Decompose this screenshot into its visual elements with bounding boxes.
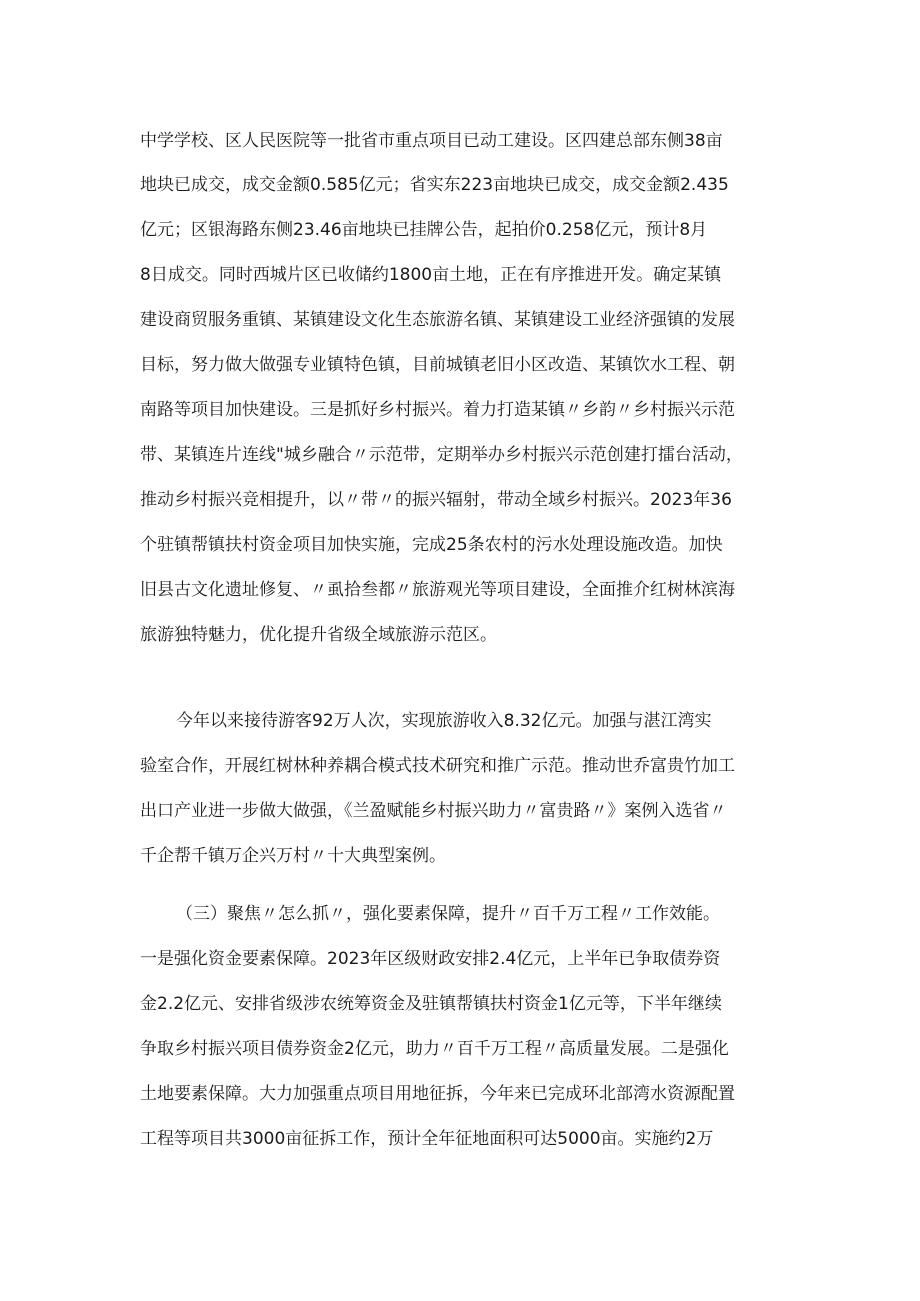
- paragraph-line: 工程等项目共3000亩征拆工作，预计全年征地面积可达5000亩。实施约2万: [140, 1129, 714, 1149]
- paragraph-line: 带、某镇连片连线"城乡融合〃示范带，定期举办乡村振兴示范创建打擂台活动，: [140, 445, 743, 465]
- paragraph-line: 验室合作，开展红树林种养耦合模式技术研究和推广示范。推动世乔富贵竹加工: [140, 756, 735, 776]
- paragraph-line: 旧县古文化遗址修复、〃虱拾叁都〃旅游观光等项目建设，全面推介红树林滨海: [140, 580, 735, 600]
- paragraph-line: 推动乡村振兴竞相提升，以〃带〃的振兴辐射，带动全域乡村振兴。2023年36: [140, 490, 732, 510]
- paragraph-line: 千企帮千镇万企兴万村〃十大典型案例。: [140, 846, 446, 866]
- paragraph-line: 地块已成交，成交金额0.585亿元；省实东223亩地块已成交，成交金额2.435: [140, 175, 729, 195]
- paragraph-line: 建设商贸服务重镇、某镇建设文化生态旅游名镇、某镇建设工业经济强镇的发展: [140, 310, 735, 330]
- paragraph-line: 亿元；区银海路东侧23.46亩地块已挂牌公告，起拍价0.258亿元，预计8月: [140, 220, 708, 240]
- paragraph-first-line: 今年以来接待游客92万人次，实现旅游收入8.32亿元。加强与湛江湾实: [176, 711, 712, 731]
- section-heading-line: （三）聚焦〃怎么抓〃，强化要素保障，提升〃百千万工程〃工作效能。: [176, 904, 720, 924]
- paragraph-line: 8日成交。同时西城片区已收储约1800亩土地，正在有序推进开发。确定某镇: [140, 265, 722, 285]
- paragraph-line: 争取乡村振兴项目债券资金2亿元，助力〃百千万工程〃高质量发展。二是强化: [140, 1039, 729, 1059]
- paragraph-line: 中学学校、区人民医院等一批省市重点项目已动工建设。区四建总部东侧38亩: [140, 131, 723, 151]
- paragraph-line: 出口产业进一步做大做强，《兰盈赋能乡村振兴助力〃富贵路〃》案例入选省〃: [140, 801, 727, 821]
- paragraph-line: 目标，努力做大做强专业镇特色镇，目前城镇老旧小区改造、某镇饮水工程、朝: [140, 355, 735, 375]
- paragraph-line: 南路等项目加快建设。三是抓好乡村振兴。着力打造某镇〃乡韵〃乡村振兴示范: [140, 400, 735, 420]
- paragraph-line: 个驻镇帮镇扶村资金项目加快实施，完成25条农村的污水处理设施改造。加快: [140, 535, 723, 555]
- paragraph-line: 土地要素保障。大力加强重点项目用地征拆，今年来已完成环北部湾水资源配置: [140, 1084, 735, 1104]
- paragraph-line: 一是强化资金要素保障。2023年区级财政安排2.4亿元，上半年已争取债券资: [140, 949, 721, 969]
- paragraph-line: 金2.2亿元、安排省级涉农统筹资金及驻镇帮镇扶村资金1亿元等，下半年继续: [140, 994, 722, 1014]
- paragraph-line: 旅游独特魅力，优化提升省级全域旅游示范区。: [140, 625, 497, 645]
